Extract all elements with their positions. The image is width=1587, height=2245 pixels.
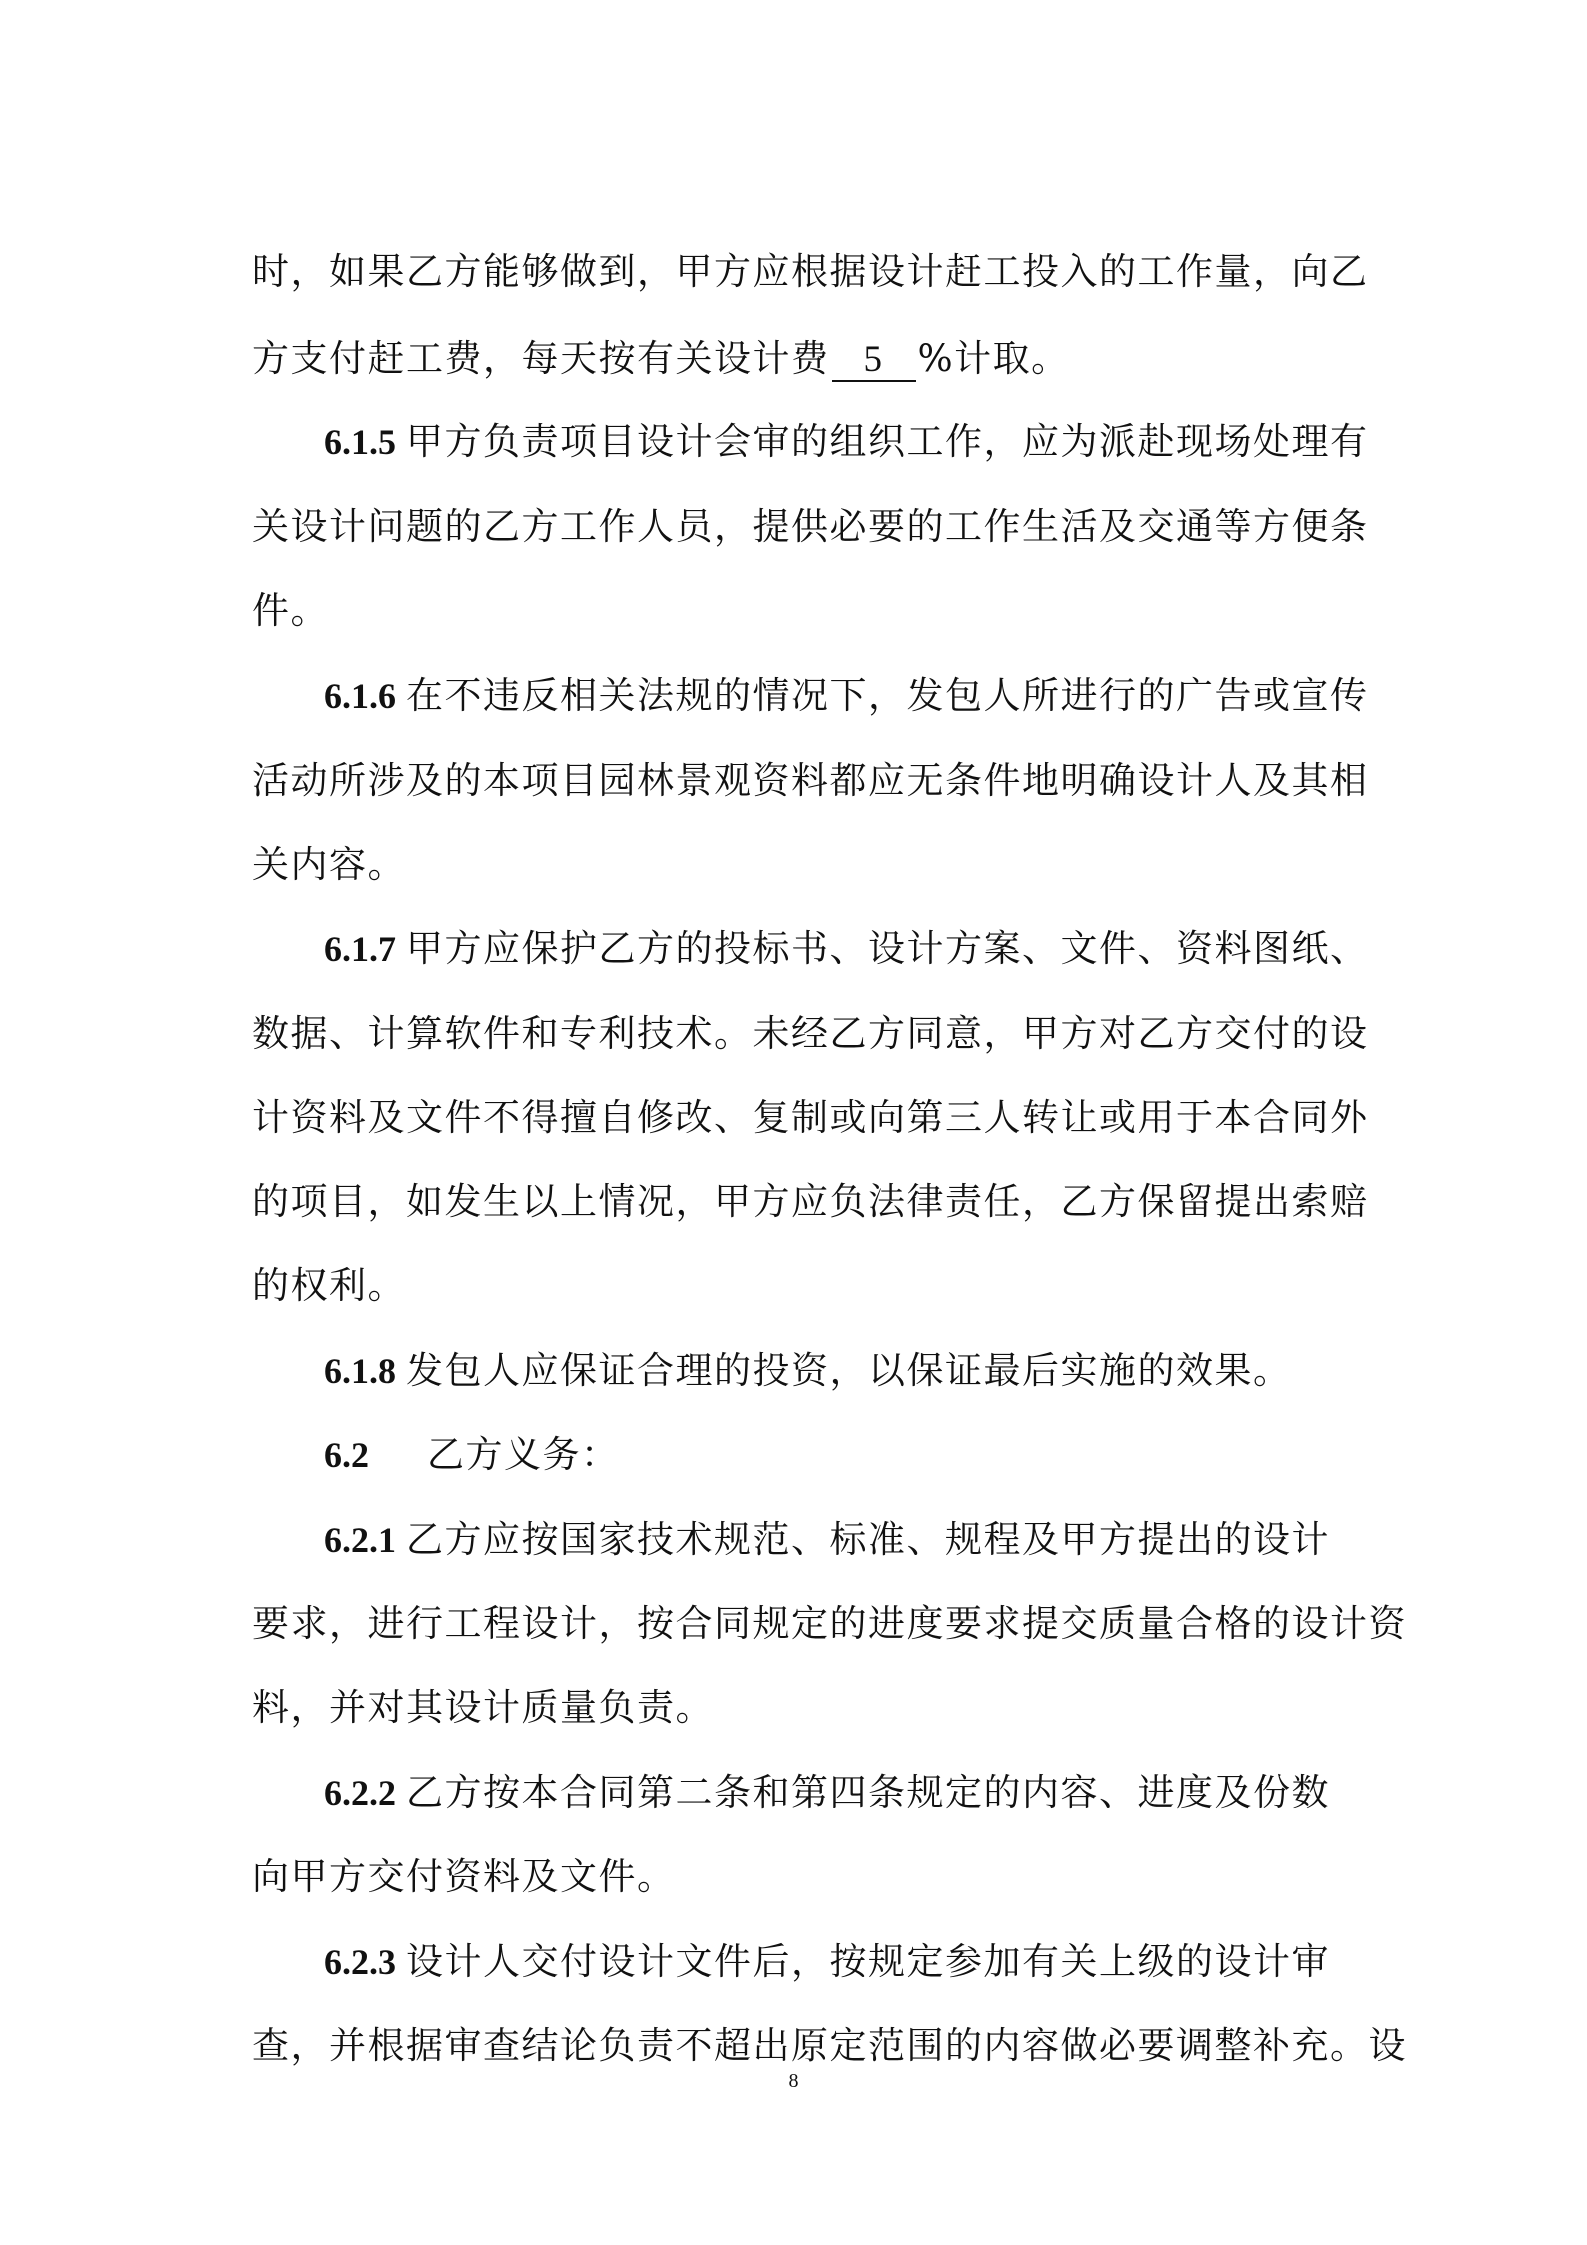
- clause-number: 6.2.2: [324, 1773, 396, 1813]
- line-text: 时，如果乙方能够做到，甲方应根据设计赶工投入的工作量，向乙: [252, 250, 1369, 293]
- line-text: 甲方应保护乙方的投标书、设计方案、文件、资料图纸、: [406, 927, 1369, 970]
- line-text: 料，并对其设计质量负责。: [252, 1686, 714, 1729]
- line-text: 查，并根据审查结论负责不超出原定范围的内容做必要调整补充。设: [252, 2024, 1407, 2067]
- text-line: [252, 757, 1369, 805]
- clause-number: 6.1.6: [324, 676, 396, 716]
- text-line: [252, 2022, 1407, 2070]
- text-line: [252, 587, 1362, 635]
- clause-number: 6.1.5: [324, 422, 396, 462]
- line-text: 要求，进行工程设计，按合同规定的进度要求提交质量合格的设计资: [252, 1602, 1407, 1645]
- clause-6-1-5: [252, 418, 1369, 466]
- clause-number: 6.1.8: [324, 1351, 396, 1391]
- line-text: %计取。: [917, 337, 1070, 380]
- text-line: [252, 1262, 1362, 1310]
- section-6-2: [252, 1431, 1362, 1479]
- clause-6-2-2: [252, 1769, 1362, 1817]
- page-number: 8: [788, 2070, 799, 2092]
- text-line: [252, 841, 1362, 889]
- clause-6-2-1: [252, 1516, 1362, 1564]
- text-line: [252, 1094, 1369, 1142]
- text-line: [252, 1178, 1369, 1226]
- line-text: 数据、计算软件和专利技术。未经乙方同意，甲方对乙方交付的设: [252, 1012, 1369, 1055]
- text-line: [252, 1853, 1362, 1901]
- clause-number: 6.1.7: [324, 929, 396, 969]
- line-text: 方支付赶工费，每天按有关设计费: [252, 337, 830, 380]
- line-text: 在不违反相关法规的情况下，发包人所进行的广告或宣传: [406, 674, 1369, 717]
- line-text: 关内容。: [252, 843, 406, 886]
- line-text: 向甲方交付资料及文件。: [252, 1855, 676, 1898]
- line-text: 的项目，如发生以上情况，甲方应负法律责任，乙方保留提出索赔: [252, 1180, 1369, 1223]
- text-line: [252, 1600, 1407, 1648]
- line-text: 乙方按本合同第二条和第四条规定的内容、进度及份数: [406, 1771, 1330, 1814]
- line-text: 发包人应保证合理的投资，以保证最后实施的效果。: [406, 1349, 1292, 1392]
- line-text: 设计人交付设计文件后，按规定参加有关上级的设计审: [406, 1940, 1330, 1983]
- section-heading: 乙方义务：: [427, 1433, 620, 1476]
- line-text: 计资料及文件不得擅自修改、复制或向第三人转让或用于本合同外: [252, 1096, 1369, 1139]
- clause-number: 6.2.1: [324, 1520, 396, 1560]
- text-line: [252, 1010, 1369, 1058]
- line-text: 甲方负责项目设计会审的组织工作，应为派赴现场处理有: [406, 420, 1369, 463]
- clause-6-2-3: [252, 1938, 1362, 1986]
- text-line: [252, 503, 1369, 551]
- line-text: 件。: [252, 589, 329, 632]
- text-line: [252, 1684, 1362, 1732]
- clause-number: 6.2: [324, 1435, 369, 1475]
- fee-percent-blank: 5: [832, 340, 916, 382]
- text-line: [252, 335, 1362, 383]
- clause-6-1-7: [252, 925, 1369, 973]
- text-line: [252, 248, 1369, 296]
- line-text: 活动所涉及的本项目园林景观资料都应无条件地明确设计人及其相: [252, 759, 1369, 802]
- clause-6-1-6: [252, 672, 1369, 720]
- clause-6-1-8: [252, 1347, 1362, 1395]
- clause-number: 6.2.3: [324, 1942, 396, 1982]
- line-text: 关设计问题的乙方工作人员，提供必要的工作生活及交通等方便条: [252, 505, 1369, 548]
- line-text: 乙方应按国家技术规范、标准、规程及甲方提出的设计: [406, 1518, 1330, 1561]
- line-text: 的权利。: [252, 1264, 406, 1307]
